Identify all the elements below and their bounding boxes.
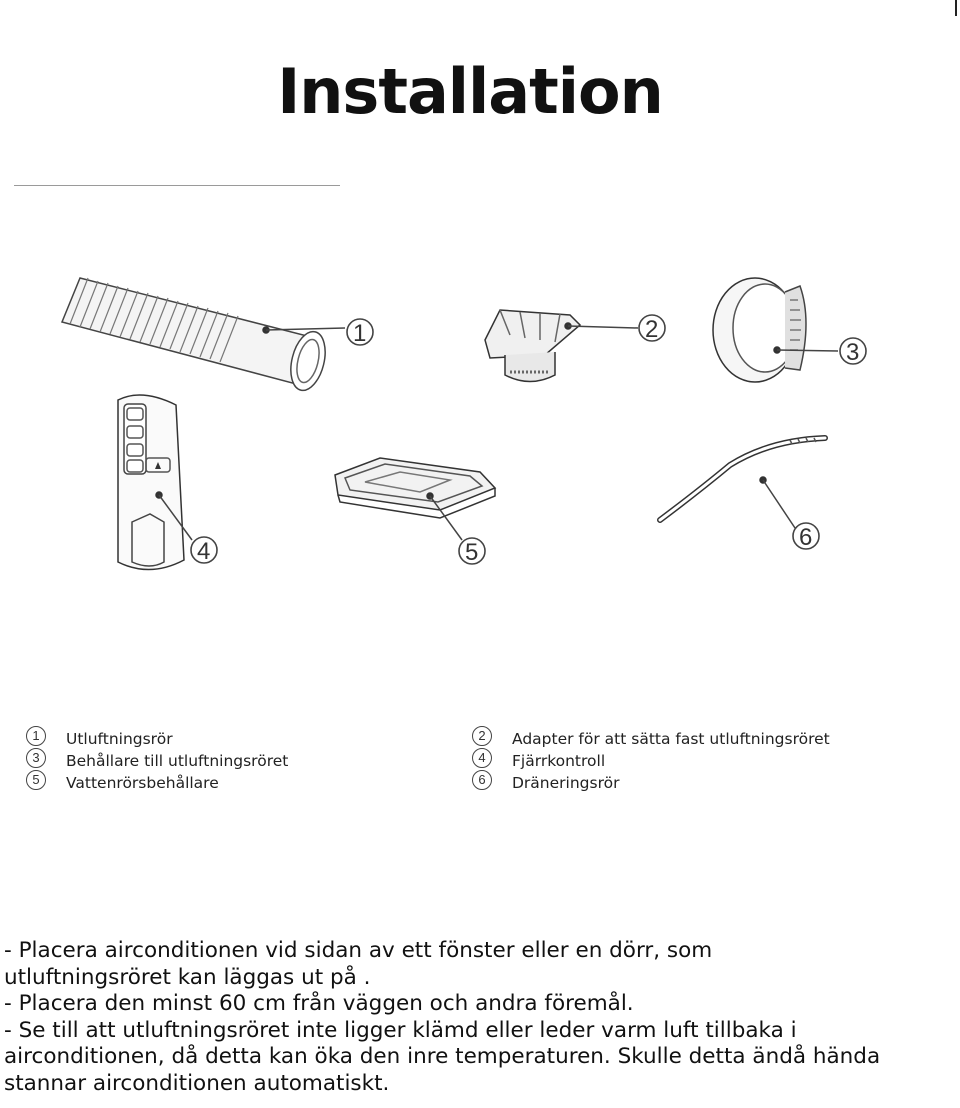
- legend-number: 2: [472, 726, 492, 746]
- exhaust-hose-icon: [62, 278, 345, 394]
- callout-3: [840, 338, 866, 366]
- callout-1: [347, 319, 373, 347]
- legend-number: 5: [26, 770, 46, 790]
- callout-4: [191, 537, 217, 565]
- remote-control-icon: [118, 395, 192, 569]
- instruction-line: - Se till att utluftningsröret inte ligger klämd eller leder varm luft tillbaka i: [4, 1017, 797, 1043]
- instruction-line: - Placera den minst 60 cm från väggen och andra föremål.: [4, 991, 634, 1016]
- water-tray-icon: [335, 458, 495, 540]
- parts-figure: [0, 240, 960, 600]
- window-adapter-icon: [485, 310, 638, 382]
- legend-label: Utluftningsrör: [66, 730, 173, 748]
- callout-2-label: 2: [645, 316, 659, 343]
- hose-connector-icon: [713, 278, 838, 382]
- callout-2: [639, 315, 665, 343]
- corner-mark: [955, 0, 957, 16]
- callout-5-label: 5: [465, 539, 479, 566]
- callout-3-label: 3: [846, 339, 860, 366]
- instruction-line: - Placera airconditionen vid sidan av ett fönster eller en dörr, som: [4, 938, 713, 963]
- legend-number: 4: [472, 748, 492, 768]
- instruction-line: airconditionen, då detta kan öka den inre temperaturen. Skulle detta ändå hända: [4, 1044, 881, 1069]
- instruction-line: utluftningsröret kan läggas ut på .: [4, 964, 371, 990]
- title-divider: [14, 185, 340, 186]
- instruction-line: stannar airconditionen automatiskt.: [4, 1070, 390, 1096]
- drain-hose-icon: [660, 438, 825, 528]
- legend-label: Fjärrkontroll: [512, 752, 606, 770]
- callout-6: [793, 523, 819, 551]
- page-title: Installation: [277, 55, 663, 128]
- callout-6-label: 6: [799, 524, 813, 551]
- installation-instructions: [4, 938, 954, 1097]
- legend-label: Vattenrörsbehållare: [66, 774, 219, 792]
- legend-label: Behållare till utluftningsröret: [66, 752, 289, 770]
- legend-number: 1: [26, 726, 46, 746]
- legend-label: Adapter för att sätta fast utluftningsröret: [512, 730, 830, 748]
- legend-number: 6: [472, 770, 492, 790]
- callout-5: [459, 538, 485, 566]
- legend-label: Dräneringsrör: [512, 774, 620, 792]
- callout-4-label: 4: [197, 538, 211, 565]
- legend-number: 3: [26, 748, 46, 768]
- callout-1-label: 1: [353, 320, 367, 347]
